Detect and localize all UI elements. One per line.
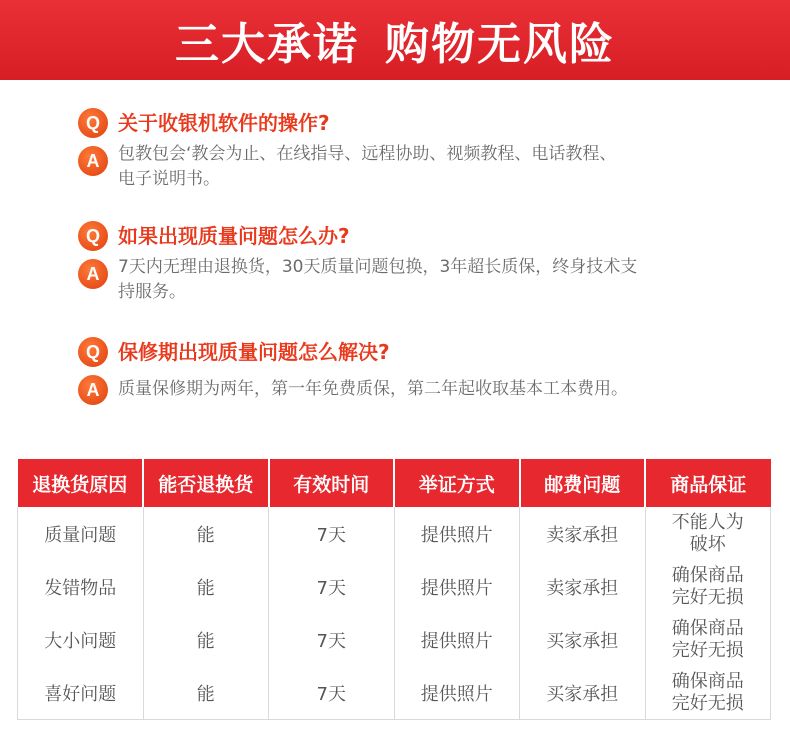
guarantee-line: 完好无损 bbox=[671, 692, 744, 714]
guarantee-line: 破坏 bbox=[689, 533, 726, 555]
cell-returnable: 能 bbox=[143, 560, 269, 613]
q-badge-icon: Q bbox=[78, 337, 108, 367]
header-returnable: 能否退换货 bbox=[143, 459, 269, 507]
table-row bbox=[18, 507, 771, 560]
cell-valid-time: 7天 bbox=[269, 560, 395, 613]
cell-reason: 喜好问题 bbox=[18, 666, 144, 720]
guarantee-line: 完好无损 bbox=[671, 586, 744, 608]
cell-evidence: 提供照片 bbox=[394, 507, 520, 560]
banner-title-part2: 购物无风险 bbox=[385, 19, 615, 70]
cell-reason: 质量问题 bbox=[18, 507, 144, 560]
q-badge-icon: Q bbox=[78, 108, 108, 138]
cell-guarantee bbox=[645, 613, 771, 666]
guarantee-line: 确保商品 bbox=[671, 564, 744, 586]
cell-valid-time: 7天 bbox=[269, 507, 395, 560]
answer-line: 7天内无理由退换货，30天质量问题包换，3年超长质保，终身技术支 bbox=[118, 257, 638, 277]
table-row bbox=[18, 613, 771, 666]
answer-text bbox=[118, 142, 616, 192]
cell-postage: 卖家承担 bbox=[520, 507, 646, 560]
question-text: 如果出现质量问题怎么办? bbox=[118, 224, 350, 248]
answer-text bbox=[118, 377, 628, 402]
cell-evidence: 提供照片 bbox=[394, 613, 520, 666]
question-text: 保修期出现质量问题怎么解决? bbox=[118, 340, 390, 364]
table-row bbox=[18, 666, 771, 720]
header-postage: 邮费问题 bbox=[520, 459, 646, 507]
q-badge-icon: Q bbox=[78, 221, 108, 251]
cell-returnable: 能 bbox=[143, 507, 269, 560]
answer-line: 持服务。 bbox=[118, 282, 186, 302]
return-policy-table bbox=[17, 459, 771, 720]
cell-reason: 大小问题 bbox=[18, 613, 144, 666]
cell-evidence: 提供照片 bbox=[394, 560, 520, 613]
cell-guarantee bbox=[645, 666, 771, 720]
question-row bbox=[78, 108, 738, 138]
faq-item bbox=[78, 337, 738, 405]
question-row bbox=[78, 337, 738, 367]
answer-text bbox=[118, 255, 637, 305]
header-guarantee: 商品保证 bbox=[645, 459, 771, 507]
guarantee-line: 确保商品 bbox=[671, 670, 744, 692]
a-badge-icon: A bbox=[78, 375, 108, 405]
question-text: 关于收银机软件的操作? bbox=[118, 111, 330, 135]
cell-reason: 发错物品 bbox=[18, 560, 144, 613]
answer-row bbox=[78, 375, 738, 405]
cell-returnable: 能 bbox=[143, 666, 269, 720]
faq-item bbox=[78, 221, 738, 305]
cell-returnable: 能 bbox=[143, 613, 269, 666]
guarantee-line: 确保商品 bbox=[671, 617, 744, 639]
cell-postage: 卖家承担 bbox=[520, 560, 646, 613]
cell-evidence: 提供照片 bbox=[394, 666, 520, 720]
answer-line: 质量保修期为两年，第一年免费质保，第二年起收取基本工本费用。 bbox=[118, 379, 628, 399]
a-badge-icon: A bbox=[78, 146, 108, 176]
guarantee-line: 不能人为 bbox=[671, 511, 744, 533]
question-row bbox=[78, 221, 738, 251]
table-header-row bbox=[18, 459, 771, 507]
answer-row bbox=[78, 259, 738, 305]
cell-postage: 买家承担 bbox=[520, 613, 646, 666]
guarantee-line: 完好无损 bbox=[671, 639, 744, 661]
cell-valid-time: 7天 bbox=[269, 613, 395, 666]
cell-valid-time: 7天 bbox=[269, 666, 395, 720]
header-evidence: 举证方式 bbox=[394, 459, 520, 507]
header-valid-time: 有效时间 bbox=[269, 459, 395, 507]
cell-guarantee bbox=[645, 507, 771, 560]
promise-banner bbox=[0, 0, 790, 80]
cell-postage: 买家承担 bbox=[520, 666, 646, 720]
faq-item bbox=[78, 108, 738, 192]
a-badge-icon: A bbox=[78, 259, 108, 289]
banner-title-part1: 三大承诺 bbox=[175, 19, 359, 70]
header-reason: 退换货原因 bbox=[18, 459, 144, 507]
cell-guarantee bbox=[645, 560, 771, 613]
answer-line: 电子说明书。 bbox=[118, 169, 220, 189]
answer-row bbox=[78, 146, 738, 192]
table-row bbox=[18, 560, 771, 613]
answer-line: 包教包会‘教会为止、在线指导、远程协助、视频教程、电话教程、 bbox=[118, 144, 617, 164]
